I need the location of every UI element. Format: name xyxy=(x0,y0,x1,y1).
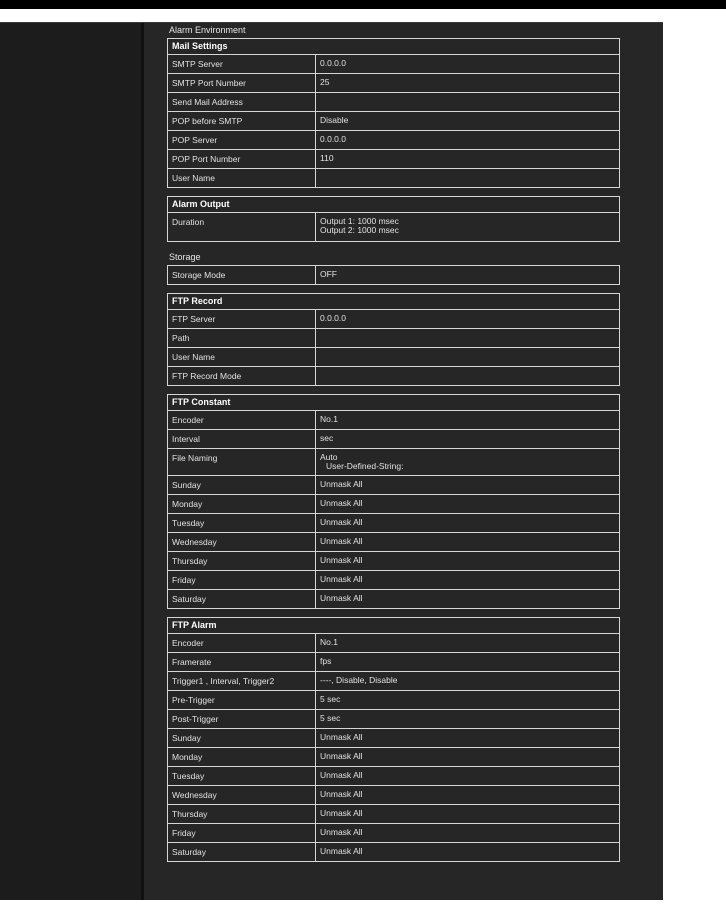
row-value: ----, Disable, Disable xyxy=(320,675,398,685)
ftp-constant-header: FTP Constant xyxy=(168,395,619,411)
ftp-constant-row-file-naming xyxy=(168,449,619,476)
row-value: 25 xyxy=(320,77,330,87)
row-value: 0.0.0.0 xyxy=(320,58,346,68)
row-label: Monday xyxy=(168,495,316,513)
ftp-alarm-panel xyxy=(167,617,620,862)
row-label: File Naming xyxy=(168,449,316,475)
row-value: Unmask All xyxy=(320,517,363,527)
ftp-alarm-row xyxy=(168,691,619,710)
ftp-constant-row-interval xyxy=(168,430,619,449)
row-label: Storage Mode xyxy=(168,266,316,284)
row-label: FTP Record Mode xyxy=(168,367,316,385)
ftp-alarm-row xyxy=(168,710,619,729)
ftp-record-row-server xyxy=(168,310,619,329)
row-value xyxy=(316,367,619,385)
row-value: Unmask All xyxy=(320,498,363,508)
row-label: Thursday xyxy=(168,805,316,823)
ftp-constant-row-day xyxy=(168,476,619,495)
sidebar-divider xyxy=(141,23,144,900)
row-label: Send Mail Address xyxy=(168,93,316,111)
file-naming-user-string: User-Defined-String: xyxy=(326,461,404,471)
ftp-alarm-row xyxy=(168,748,619,767)
ftp-alarm-row xyxy=(168,672,619,691)
row-label: Sunday xyxy=(168,729,316,747)
row-value: Unmask All xyxy=(320,574,363,584)
mail-row-pop-port xyxy=(168,150,619,169)
row-label: Monday xyxy=(168,748,316,766)
storage-mode-row xyxy=(168,266,619,284)
row-value xyxy=(316,213,619,241)
alarm-environment-title: Alarm Environment xyxy=(169,25,246,35)
row-label: Encoder xyxy=(168,634,316,652)
row-value: Unmask All xyxy=(320,789,363,799)
ftp-record-panel xyxy=(167,293,620,386)
row-value: No.1 xyxy=(320,637,338,647)
row-value xyxy=(316,348,619,366)
ftp-alarm-row xyxy=(168,843,619,861)
alarm-output-duration-row xyxy=(168,213,619,241)
ftp-constant-panel xyxy=(167,394,620,609)
ftp-constant-row-encoder xyxy=(168,411,619,430)
ftp-record-row-user-name xyxy=(168,348,619,367)
row-value: Unmask All xyxy=(320,479,363,489)
mail-row-pop-before-smtp xyxy=(168,112,619,131)
row-value: Unmask All xyxy=(320,846,363,856)
row-value: Unmask All xyxy=(320,808,363,818)
row-label: SMTP Port Number xyxy=(168,74,316,92)
ftp-alarm-row xyxy=(168,786,619,805)
row-value: No.1 xyxy=(320,414,338,424)
row-value: Unmask All xyxy=(320,827,363,837)
row-value: Unmask All xyxy=(320,770,363,780)
mail-row-smtp-server xyxy=(168,55,619,74)
row-label: SMTP Server xyxy=(168,55,316,73)
row-label: User Name xyxy=(168,169,316,187)
row-label: Sunday xyxy=(168,476,316,494)
row-label: Saturday xyxy=(168,590,316,608)
row-label: Thursday xyxy=(168,552,316,570)
ftp-record-header: FTP Record xyxy=(168,294,619,310)
row-label: Interval xyxy=(168,430,316,448)
row-label: Wednesday xyxy=(168,786,316,804)
mail-settings-header: Mail Settings xyxy=(168,39,619,55)
row-label: Post-Trigger xyxy=(168,710,316,728)
row-value: 5 sec xyxy=(320,694,341,704)
ftp-record-row-path xyxy=(168,329,619,348)
row-value: 0.0.0.0 xyxy=(320,134,346,144)
ftp-alarm-row xyxy=(168,634,619,653)
settings-page xyxy=(0,22,663,900)
ftp-constant-row-day xyxy=(168,495,619,514)
storage-title: Storage xyxy=(169,252,201,262)
row-label: Encoder xyxy=(168,411,316,429)
row-value: 110 xyxy=(320,153,334,163)
ftp-alarm-row xyxy=(168,653,619,672)
mail-row-user-name xyxy=(168,169,619,187)
ftp-constant-row-day xyxy=(168,533,619,552)
row-value: Unmask All xyxy=(320,555,363,565)
row-value xyxy=(316,449,619,475)
row-label: Wednesday xyxy=(168,533,316,551)
row-label: Friday xyxy=(168,824,316,842)
mail-row-pop-server xyxy=(168,131,619,150)
storage-panel xyxy=(167,265,620,285)
ftp-constant-row-day xyxy=(168,552,619,571)
row-value xyxy=(316,169,619,187)
top-rule xyxy=(0,0,726,9)
ftp-constant-row-day xyxy=(168,571,619,590)
row-label: User Name xyxy=(168,348,316,366)
row-label: FTP Server xyxy=(168,310,316,328)
ftp-alarm-header: FTP Alarm xyxy=(168,618,619,634)
row-label: POP before SMTP xyxy=(168,112,316,130)
row-label: Saturday xyxy=(168,843,316,861)
row-value: Unmask All xyxy=(320,751,363,761)
left-sidebar xyxy=(0,23,141,900)
mail-row-smtp-port xyxy=(168,74,619,93)
ftp-record-row-mode xyxy=(168,367,619,385)
file-naming-value: Auto xyxy=(320,452,338,462)
row-value: OFF xyxy=(320,269,337,279)
row-label: Framerate xyxy=(168,653,316,671)
row-value: Unmask All xyxy=(320,536,363,546)
output-1-duration: Output 1: 1000 msec xyxy=(320,216,399,226)
ftp-alarm-row xyxy=(168,767,619,786)
mail-row-send-address xyxy=(168,93,619,112)
row-label: Trigger1 , Interval, Trigger2 xyxy=(168,672,316,690)
row-value: Unmask All xyxy=(320,732,363,742)
alarm-output-panel xyxy=(167,196,620,242)
ftp-constant-row-day xyxy=(168,590,619,608)
row-value: Unmask All xyxy=(320,593,363,603)
row-value: 5 sec xyxy=(320,713,341,723)
settings-content xyxy=(167,23,620,870)
ftp-alarm-row xyxy=(168,805,619,824)
row-label: Friday xyxy=(168,571,316,589)
row-value: fps xyxy=(320,656,332,666)
ftp-constant-row-day xyxy=(168,514,619,533)
row-label: Duration xyxy=(168,213,316,241)
row-label: POP Port Number xyxy=(168,150,316,168)
row-value: Disable xyxy=(320,115,349,125)
alarm-output-header: Alarm Output xyxy=(168,197,619,213)
row-value xyxy=(316,93,619,111)
row-value: sec xyxy=(320,433,334,443)
mail-settings-panel xyxy=(167,38,620,188)
row-label: Tuesday xyxy=(168,767,316,785)
row-label: POP Server xyxy=(168,131,316,149)
output-2-duration: Output 2: 1000 msec xyxy=(320,225,399,235)
row-value: 0.0.0.0 xyxy=(320,313,346,323)
row-label: Tuesday xyxy=(168,514,316,532)
row-value xyxy=(316,329,619,347)
row-label: Path xyxy=(168,329,316,347)
ftp-alarm-row xyxy=(168,729,619,748)
ftp-alarm-row xyxy=(168,824,619,843)
row-label: Pre-Trigger xyxy=(168,691,316,709)
